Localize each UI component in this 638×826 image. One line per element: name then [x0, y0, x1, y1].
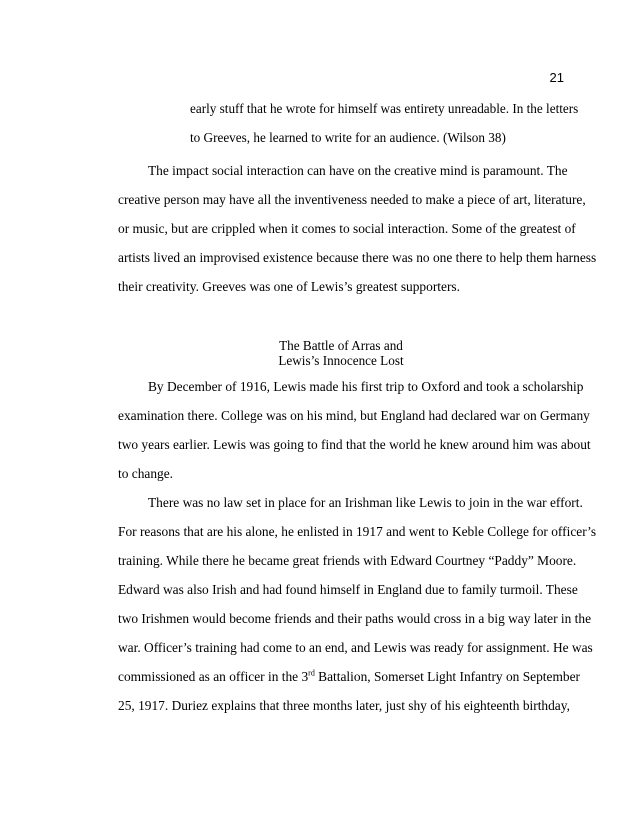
paragraph-line: examination there. College was on his mind, but England had declared war on Germany: [118, 408, 590, 423]
paragraph-line: two Irishmen would become friends and their paths would cross in a big way later in the: [118, 611, 592, 626]
section-heading-line: Lewis’s Innocence Lost: [278, 353, 404, 368]
paragraph-line: There was no law set in place for an Irishman like Lewis to join in the war effort.: [148, 495, 583, 510]
paragraph-line: war. Officer’s training had come to an end, and Lewis was ready for assignment. He was: [118, 640, 593, 655]
battalion-text-before: commissioned as an officer in the 3: [118, 669, 309, 684]
paragraph-line: artists lived an improvised existence because there was no one there to help them harness: [118, 250, 597, 265]
paragraph-line: their creativity. Greeves was one of Lewis’s greatest supporters.: [118, 279, 460, 294]
section-heading-line: The Battle of Arras and: [279, 338, 403, 353]
paragraph-line: or music, but are crippled when it comes to social interaction. Some of the greatest of: [118, 221, 576, 236]
paragraph-line: creative person may have all the inventiveness needed to make a piece of art, literature,: [118, 192, 586, 207]
ordinal-superscript: rd: [308, 668, 315, 678]
paragraph-line: The impact social interaction can have on the creative mind is paramount. The: [148, 163, 568, 178]
paragraph-line: For reasons that are his alone, he enlisted in 1917 and went to Keble College for officer’s: [118, 524, 597, 539]
paragraph-line: 25, 1917. Duriez explains that three months later, just shy of his eighteenth birthday,: [118, 698, 570, 713]
block-quote-line: to Greeves, he learned to write for an audience. (Wilson 38): [190, 130, 506, 145]
paragraph-line: to change.: [118, 466, 174, 481]
paragraph-line: two years earlier. Lewis was going to find that the world he knew around him was about: [118, 437, 591, 452]
paragraph-line: training. While there he became great friends with Edward Courtney “Paddy” Moore.: [118, 553, 577, 568]
paragraph-line: Edward was also Irish and had found himself in England due to family turmoil. These: [118, 582, 578, 597]
paragraph-line: By December of 1916, Lewis made his first trip to Oxford and took a scholarship: [148, 379, 584, 394]
page-number: 21: [549, 70, 564, 85]
battalion-text-after: Battalion, Somerset Light Infantry on September: [314, 669, 580, 684]
block-quote-line: early stuff that he wrote for himself was entirety unreadable. In the letters: [190, 101, 579, 116]
paragraph-line-battalion: [118, 668, 580, 685]
